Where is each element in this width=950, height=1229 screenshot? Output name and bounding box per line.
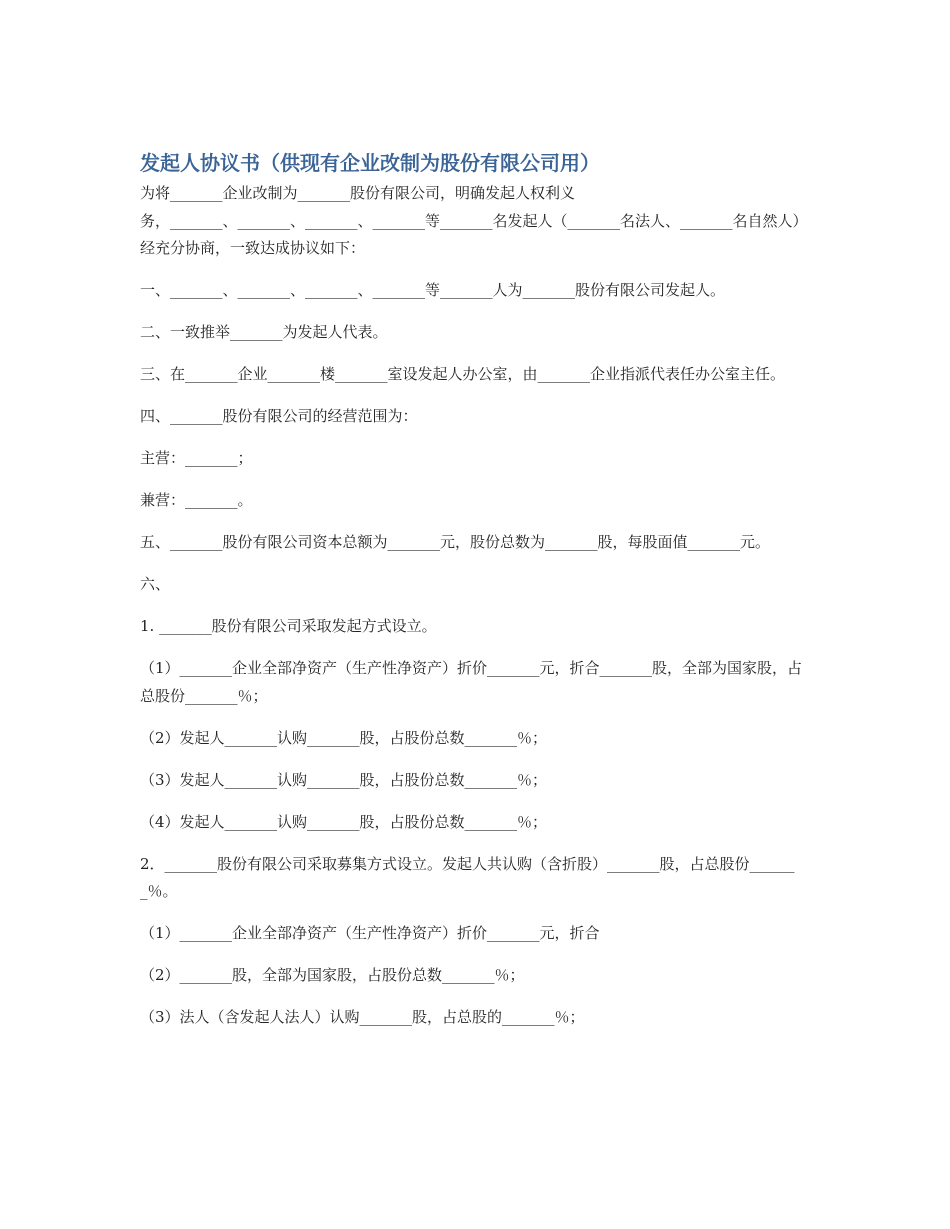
document-page	[140, 148, 812, 1032]
item-1: 1. _______股份有限公司采取发起方式设立。	[140, 617, 437, 635]
item-1-4: （4）发起人_______认购_______股，占股份总数_______％；	[140, 812, 548, 831]
item-2-2: （2）_______股，全部为国家股，占股份总数_______％；	[140, 966, 525, 984]
item-2-3: （3）法人（含发起人法人）认购_______股，占总股的_______％；	[140, 1008, 585, 1026]
intro-paragraph-line2: 务，_______、_______、_______、_______等_______名发起人（_______名法人、_______名自然人）经充分协商，一致达成协议如下：	[140, 211, 808, 257]
main-business: 主营：_______；	[140, 449, 253, 467]
clause-1: 一、_______、_______、_______、_______等_______人为_______股份有限公司发起人。	[140, 281, 726, 299]
clause-6: 六、	[140, 575, 171, 593]
item-2: 2．_______股份有限公司采取募集方式设立。发起人共认购（含折股）_______股，占总股份_______％。	[140, 854, 795, 900]
side-business: 兼营：_______。	[140, 491, 253, 509]
intro-paragraph-line1: 为将_______企业改制为_______股份有限公司，明确发起人权利义	[140, 184, 576, 202]
document-title: 发起人协议书（供现有企业改制为股份有限公司用）	[140, 151, 600, 175]
item-1-2: （2）发起人_______认购_______股，占股份总数_______％；	[140, 728, 548, 747]
item-1-1: （1）_______企业全部净资产（生产性净资产）折价_______元，折合_______股，全部为国家股，占总股份_______％；	[140, 659, 803, 705]
clause-5: 五、_______股份有限公司资本总额为_______元，股份总数为_______股，每股面值_______元。	[140, 533, 771, 551]
item-2-1: （1）_______企业全部净资产（生产性净资产）折价_______元，折合	[140, 924, 600, 942]
clause-3: 三、在_______企业_______楼_______室设发起人办公室，由_______企业指派代表任办公室主任。	[140, 365, 786, 383]
item-1-3: （3）发起人_______认购_______股，占股份总数_______％；	[140, 770, 548, 789]
clause-2: 二、一致推举_______为发起人代表。	[140, 323, 388, 341]
clause-4: 四、_______股份有限公司的经营范围为：	[140, 407, 418, 425]
